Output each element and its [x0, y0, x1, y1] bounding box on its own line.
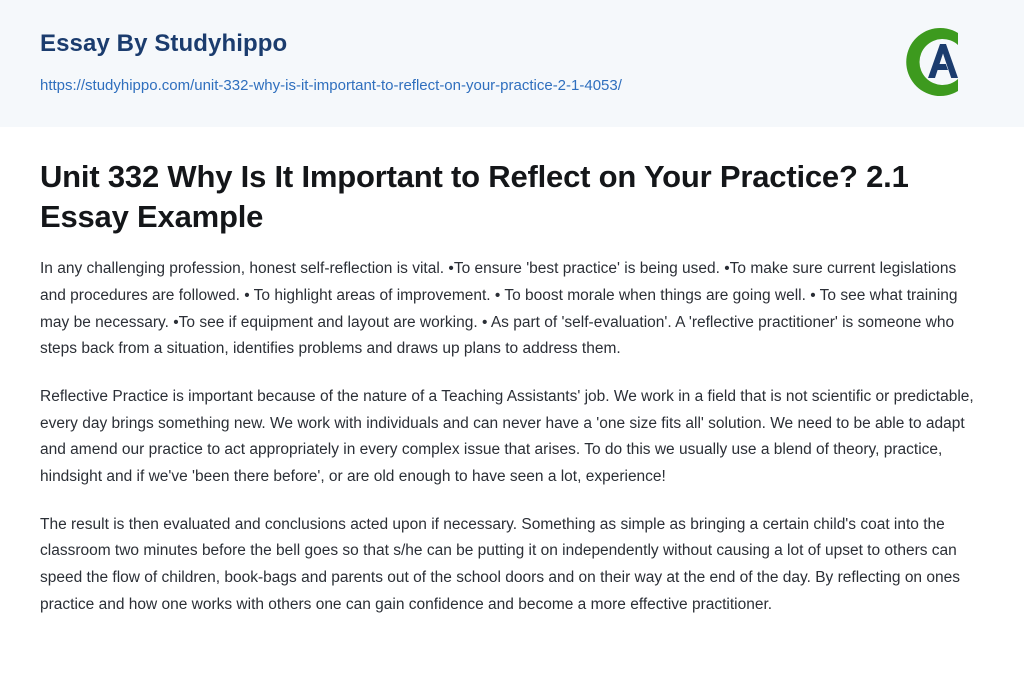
site-brand-title: Essay By Studyhippo: [40, 30, 288, 57]
essay-paragraph: Reflective Practice is important because of the nature of a Teaching Assistants' job. We work in a field that is not scientific or predictable, every day brings something new. We work with individuals and can never have a 'one size fits all' solution. We need to be able to adapt and amend our practice to act appropriately in every complex issue that arises. To do this we usually use a blend of theory, practice, hindsight and if we've 'been there before', or are old enough to have seen a lot, experience!: [40, 387, 974, 485]
essay-paragraph: In any challenging profession, honest self-reflection is vital. •To ensure 'best practice' is being used. •To make sure current legislations and procedures are followed. • To highlight areas of improvement. • To boost morale when things are going well. • To see what training may be necessary. •To see if equipment and layout are working. • As part of 'self-evaluation'. A 'reflective practitioner' is someone who steps back from a situation, identifies problems and draws up plans to address them.: [40, 260, 958, 358]
page-header: [0, 0, 1024, 127]
document-content: [0, 127, 1024, 639]
essay-paragraph: The result is then evaluated and conclusions acted upon if necessary. Something as simple as bringing a certain child's coat into the classroom two minutes before the bell goes so that s/he can be putting it on independently without causing a lot of upset to others can speed the flow of children, book-bags and parents out of the school doors and on their way at the end of the day. By reflecting on ones practice and how one works with others one can gain confidence and become a more effective practitioner.: [40, 515, 960, 613]
page-title: Unit 332 Why Is It Important to Reflect on Your Practice? 2.1 Essay Example: [40, 159, 909, 234]
source-url-link[interactable]: https://studyhippo.com/unit-332-why-is-it-important-to-reflect-on-your-practice-2-1-4053/: [40, 76, 622, 94]
circle-a-logo-icon: [898, 20, 982, 104]
